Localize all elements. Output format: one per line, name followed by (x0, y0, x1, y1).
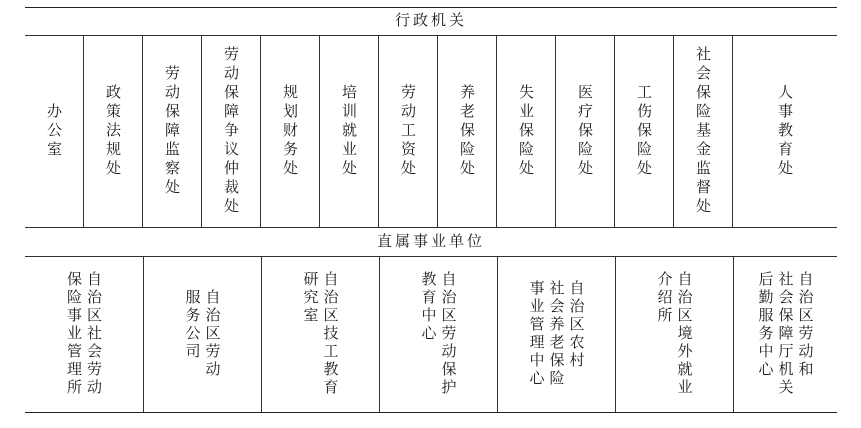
institution-cell (497, 256, 615, 412)
admin-header: 行政机关 (394, 11, 467, 29)
admin-cell (496, 35, 555, 227)
institution-cell (379, 256, 497, 412)
institution-cell (615, 256, 733, 412)
admin-unit-label: 人事教育处 (776, 83, 794, 179)
institution-label: 自治区劳动 服务公司 (183, 289, 222, 379)
institution-label: 自治区境外就业 介绍所 (655, 271, 694, 397)
admin-unit-label: 养老保险处 (458, 83, 476, 179)
org-table (25, 7, 837, 413)
institution-label: 自治区劳动保护 教育中心 (419, 271, 458, 397)
admin-cell (555, 35, 614, 227)
admin-unit-label: 规划财务处 (281, 83, 299, 179)
divider (25, 227, 837, 228)
institutions-row (25, 256, 837, 412)
admin-unit-label: 政策法规处 (104, 83, 122, 179)
admin-cell (673, 35, 732, 227)
admin-cell (614, 35, 673, 227)
admin-unit-label: 社会保险基金监督处 (694, 45, 712, 217)
admin-unit-label: 劳动保障监察处 (163, 64, 181, 198)
institution-cell (143, 256, 261, 412)
institution-cell (733, 256, 837, 412)
admin-unit-label: 劳动工资处 (399, 83, 417, 179)
admin-unit-label: 工伤保险处 (635, 83, 653, 179)
admin-cell (201, 35, 260, 227)
admin-unit-label: 劳动保障争议仲裁处 (222, 45, 240, 217)
admin-cell (437, 35, 496, 227)
admin-unit-label: 失业保险处 (517, 83, 535, 179)
admin-row (25, 35, 837, 227)
admin-cell (83, 35, 142, 227)
admin-cell (25, 35, 83, 227)
institution-cell (261, 256, 379, 412)
institution-label: 自治区农村 社会养老保险 事业管理中心 (527, 280, 586, 388)
institutions-header: 直属事业单位 (376, 232, 485, 250)
admin-cell (378, 35, 437, 227)
institution-label: 自治区技工教育 研究室 (301, 271, 340, 397)
institution-cell (25, 256, 143, 412)
institution-label: 自治区劳动和 社会保障厅机关 后勤服务中心 (756, 271, 815, 397)
admin-unit-label: 医疗保险处 (576, 83, 594, 179)
admin-cell (142, 35, 201, 227)
admin-cell (732, 35, 837, 227)
admin-cell (260, 35, 319, 227)
admin-cell (319, 35, 378, 227)
institution-label: 自治区社会劳动 保险事业管理所 (65, 271, 103, 397)
admin-unit-label: 办公室 (45, 102, 63, 160)
admin-unit-label: 培训就业处 (340, 83, 358, 179)
